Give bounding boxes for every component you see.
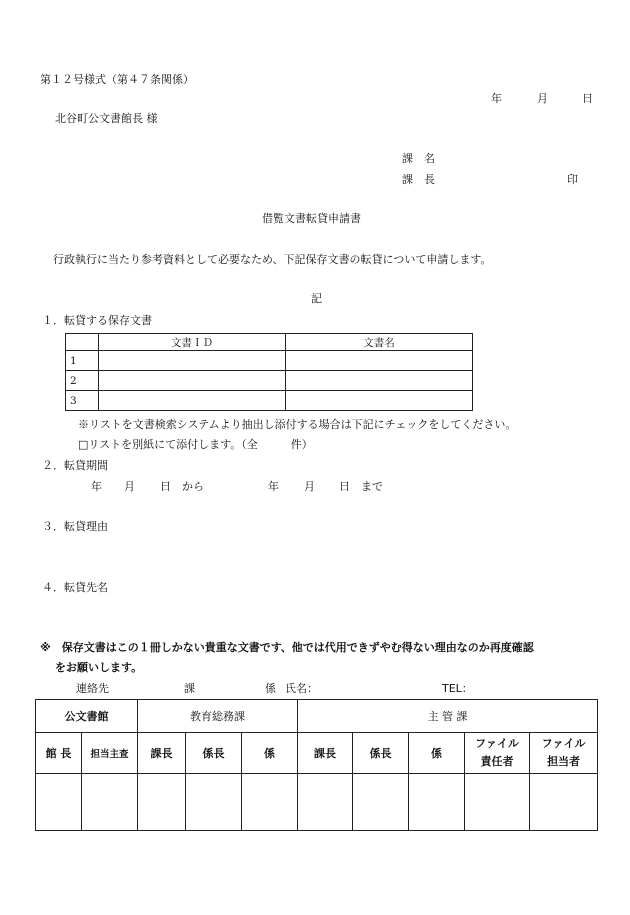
documents-table-header: [66, 334, 473, 351]
seal-cell[interactable]: [242, 774, 298, 831]
section2-heading: ２．転貸期間: [42, 459, 108, 472]
notice-line1: ※ 保存文書はこの１冊しかない貴重な文書です、他では代用できずやむ得ない理由なのか再度確認: [40, 641, 534, 654]
row-number: 1: [66, 351, 99, 371]
role-section-chief: 課長: [138, 733, 186, 774]
role-unit-chief: 係長: [186, 733, 242, 774]
contact-kakari-label: 係: [265, 682, 276, 695]
addressee: 北谷町公文書館長 様: [55, 112, 158, 125]
ki-label: 記: [311, 292, 322, 305]
table-row: [66, 371, 473, 391]
contact-tel-label: TEL：: [442, 682, 473, 695]
role-section-chief: 課長: [298, 733, 353, 774]
date-day-label: 日: [582, 92, 593, 105]
role-staff: 係: [409, 733, 465, 774]
approval-table: [35, 699, 598, 831]
section-chief-label: 課 長: [402, 173, 435, 186]
role-director: 館 長: [36, 733, 82, 774]
seal-cell[interactable]: [530, 774, 598, 831]
group-archives: 公文書館: [36, 700, 138, 733]
seal-cell[interactable]: [36, 774, 82, 831]
seal-label: 印: [567, 173, 578, 186]
doc-name-cell[interactable]: [286, 371, 473, 391]
role-file-manager: ファイル 責任者: [465, 733, 530, 774]
contact-ka-label: 課: [184, 682, 195, 695]
section-name-label: 課 名: [402, 152, 435, 165]
doc-id-cell[interactable]: [99, 351, 286, 371]
from-month-label: 月: [124, 480, 135, 493]
seal-cell[interactable]: [298, 774, 353, 831]
doc-name-cell[interactable]: [286, 351, 473, 371]
section4-heading: ４．転貸先名: [42, 581, 108, 594]
doc-name-cell[interactable]: [286, 391, 473, 411]
attach-list-checkbox[interactable]: □リストを別紙にて添付します。（全 件）: [78, 438, 313, 451]
row-number: 3: [66, 391, 99, 411]
form-number: 第１２号様式（第４７条関係）: [40, 73, 194, 86]
contact-label: 連絡先: [76, 682, 109, 695]
table-row: [66, 391, 473, 411]
to-month-label: 月: [304, 480, 315, 493]
header-cell-doc-id: 文書ＩＤ: [99, 334, 286, 351]
approval-role-row: [36, 733, 598, 774]
from-day-label: 日 から: [160, 480, 204, 493]
seal-cell[interactable]: [465, 774, 530, 831]
seal-cell[interactable]: [409, 774, 465, 831]
role-file-staff: ファイル 担当者: [530, 733, 598, 774]
approval-group-row: [36, 700, 598, 733]
row-number: 2: [66, 371, 99, 391]
seal-cell[interactable]: [353, 774, 409, 831]
to-day-label: 日 まで: [339, 480, 383, 493]
to-year-label: 年: [268, 480, 279, 493]
seal-cell[interactable]: [82, 774, 138, 831]
table-row: [66, 351, 473, 371]
header-cell-doc-name: 文書名: [286, 334, 473, 351]
group-managing-section: 主 管 課: [298, 700, 598, 733]
doc-id-cell[interactable]: [99, 391, 286, 411]
from-year-label: 年: [91, 480, 102, 493]
seal-cell[interactable]: [138, 774, 186, 831]
notice-line2: をお願いします。: [55, 661, 143, 674]
section3-heading: ３．転貸理由: [42, 520, 108, 533]
section1-heading: １．転貸する保存文書: [42, 314, 152, 327]
approval-seal-row: [36, 774, 598, 831]
date-month-label: 月: [537, 92, 548, 105]
date-year-label: 年: [491, 92, 502, 105]
contact-name-label: 氏名：: [285, 682, 318, 695]
seal-cell[interactable]: [186, 774, 242, 831]
header-cell-number: [66, 334, 99, 351]
role-unit-chief: 係長: [353, 733, 409, 774]
group-education-affairs: 教育総務課: [138, 700, 298, 733]
document-title: 借覧文書転貸申請書: [262, 212, 361, 225]
role-staff: 係: [242, 733, 298, 774]
list-note: ※リストを文書検索システムより抽出し添付する場合は下記にチェックをしてください。: [78, 418, 517, 431]
documents-table: [65, 333, 473, 411]
doc-id-cell[interactable]: [99, 371, 286, 391]
role-chief-officer: 担当主査: [82, 733, 138, 774]
intro-text: 行政執行に当たり参考資料として必要なため、下記保存文書の転貸について申請します。: [53, 253, 492, 266]
